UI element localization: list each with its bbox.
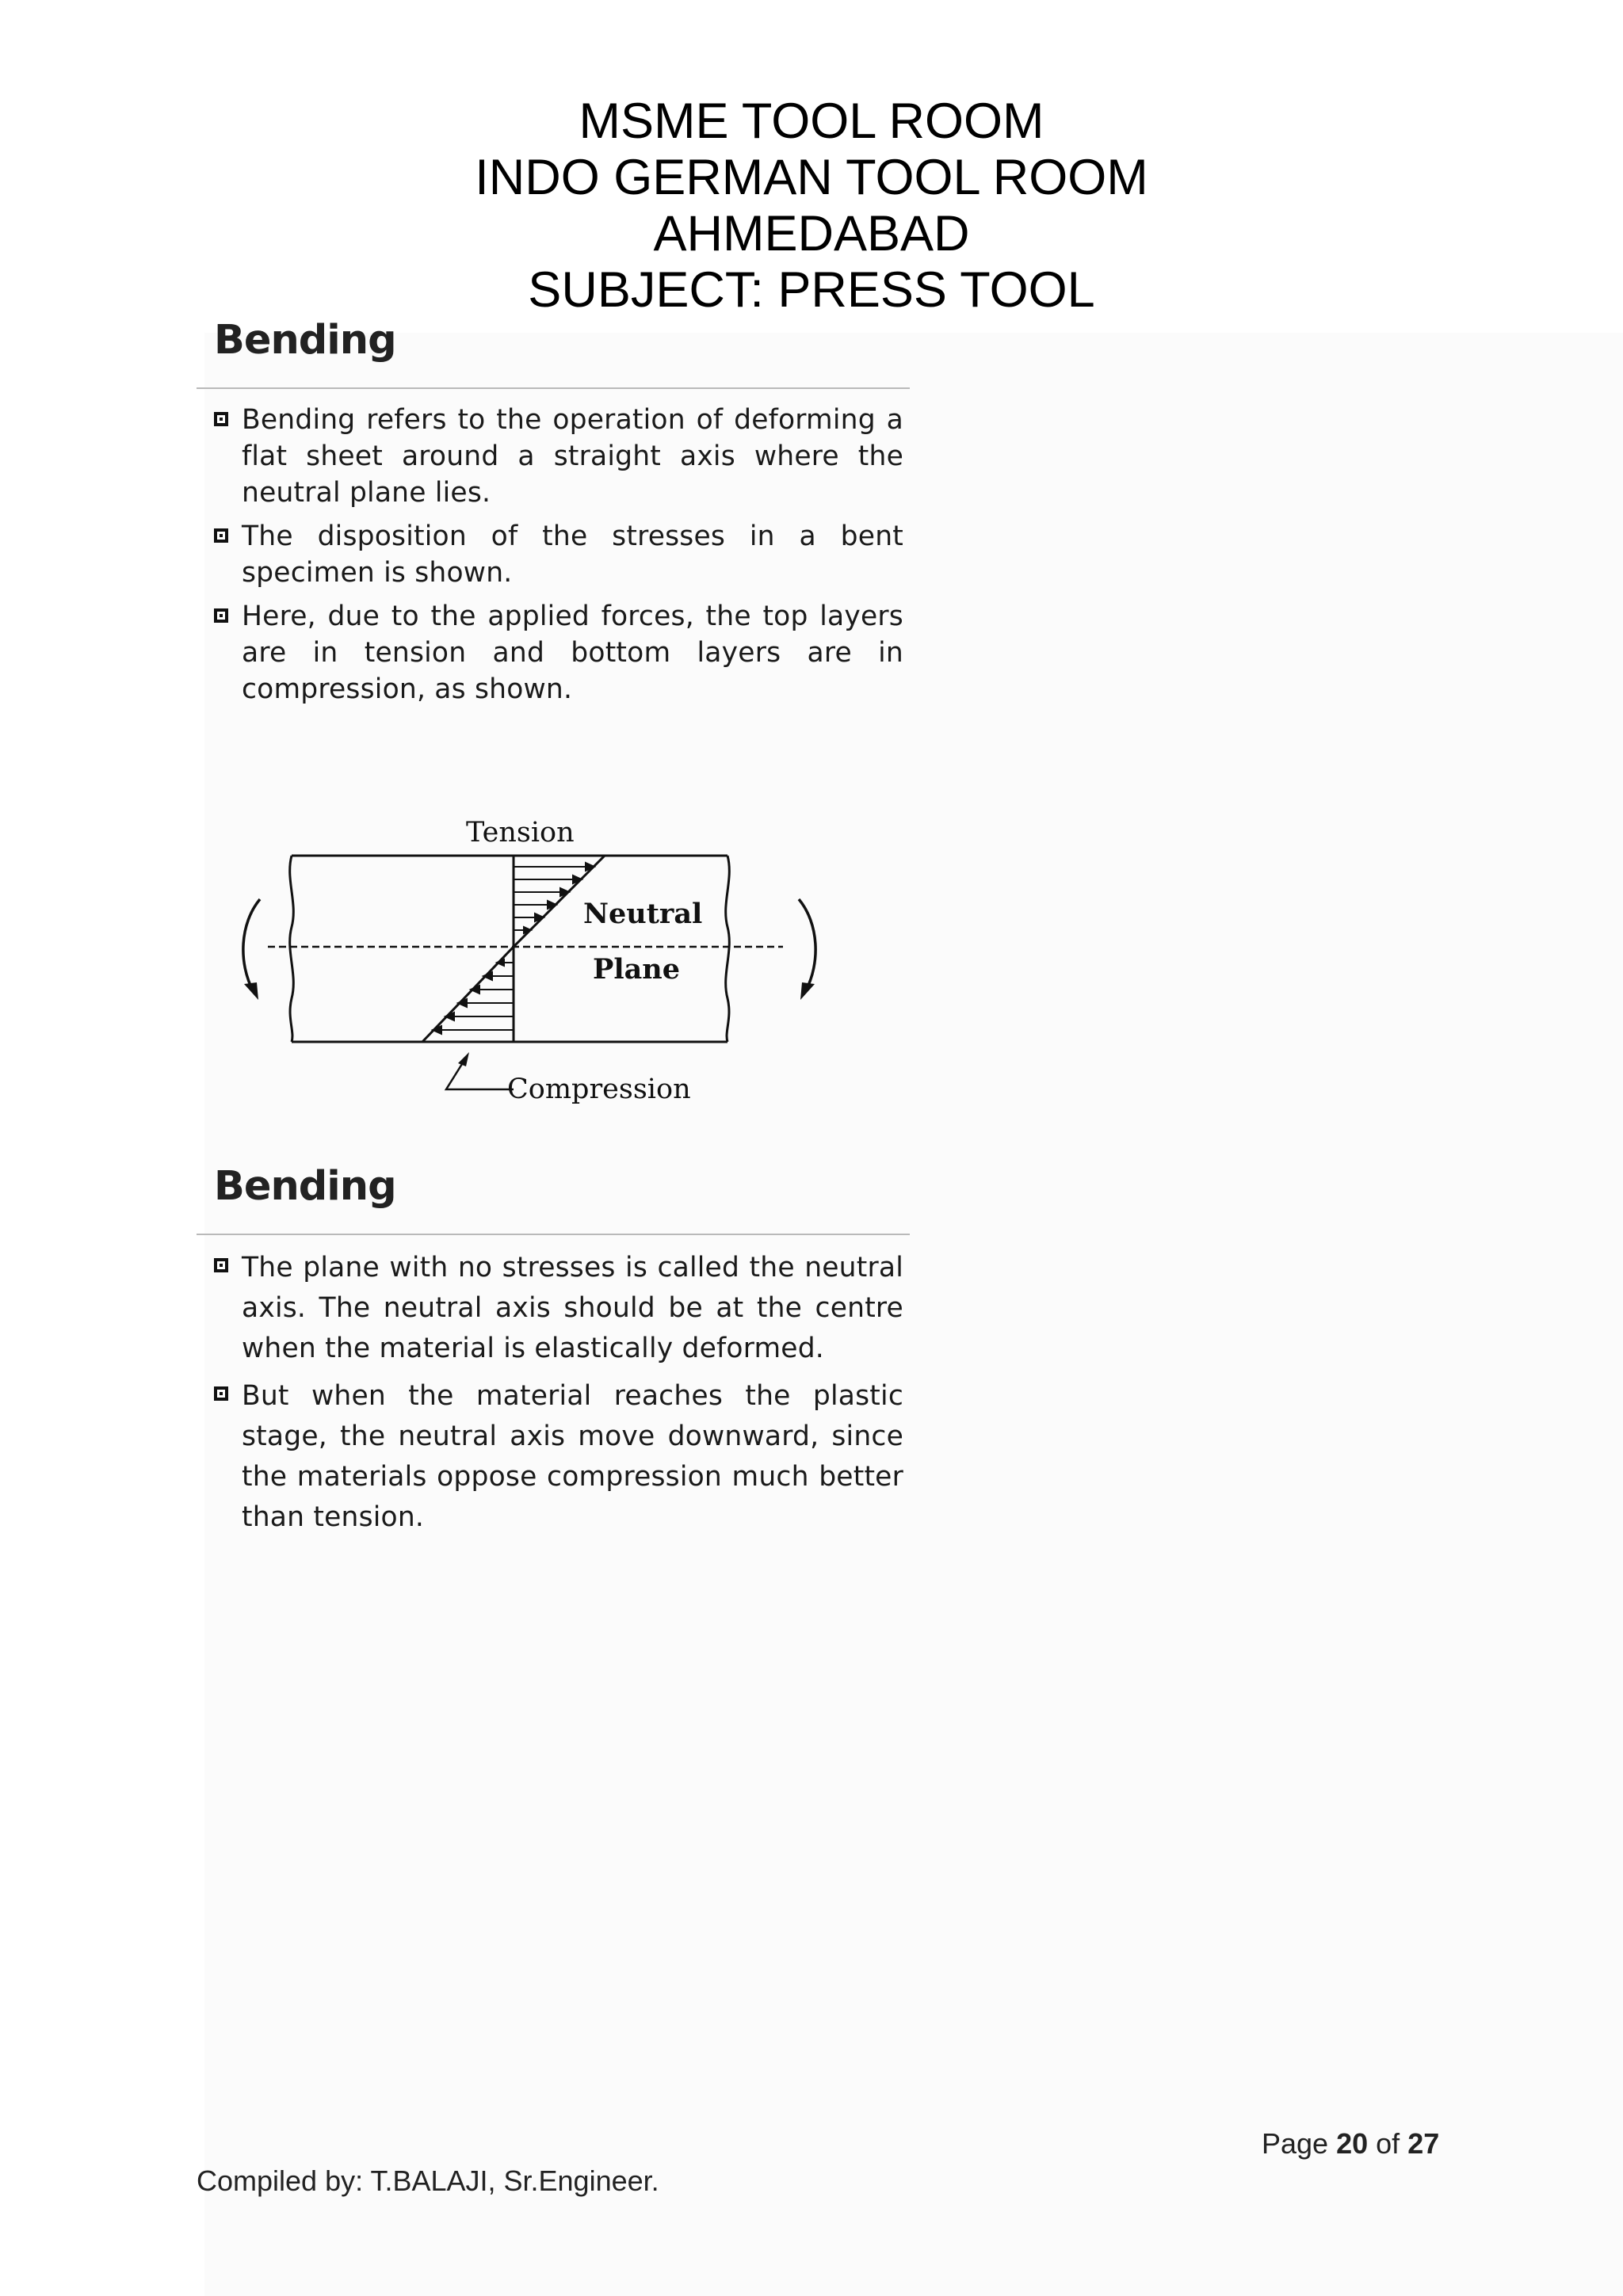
page-of: of <box>1376 2127 1400 2160</box>
square-bullet-icon <box>214 608 228 623</box>
right-moment-arrow-icon <box>799 899 815 992</box>
left-moment-arrow-icon <box>243 899 260 992</box>
right-moment-arrowhead-icon <box>800 982 815 1000</box>
bullet-text: The plane with no stresses is called the neutral axis. The neutral axis should be at the centre when the material is elastically deformed. <box>242 1252 903 1364</box>
bullet-item <box>197 518 910 591</box>
square-bullet-icon <box>214 1386 228 1401</box>
slide-bending-1 <box>197 317 910 715</box>
beam-outline <box>292 856 727 1042</box>
bullet-text: Here, due to the applied forces, the top layers are in tension and bottom layers are in compression, as shown. <box>242 601 903 705</box>
slide-divider <box>197 1234 910 1235</box>
document-header <box>0 93 1623 318</box>
header-line-msme: MSME TOOL ROOM <box>579 93 1044 149</box>
bullet-text: But when the material reaches the plastic stage, the neutral axis move downward, since the materials oppose compression much better than tension. <box>242 1380 903 1533</box>
neutral-label: Neutral <box>583 898 703 930</box>
bullet-text: The disposition of the stresses in a bent specimen is shown. <box>242 521 903 589</box>
bullet-list <box>197 402 910 707</box>
square-bullet-icon <box>214 412 228 426</box>
square-bullet-icon <box>214 528 228 543</box>
bullet-item <box>197 598 910 707</box>
compression-arrows <box>433 959 514 1034</box>
tension-label: Tension <box>466 817 575 849</box>
square-bullet-icon <box>214 1258 228 1272</box>
header-line-city: AHMEDABAD <box>653 206 970 261</box>
compression-leader-line <box>446 1058 514 1089</box>
page-prefix: Page <box>1262 2127 1329 2160</box>
bullet-item <box>197 402 910 511</box>
bullet-text: Bending refers to the operation of deforming a flat sheet around a straight axis where the neutral plane lies. <box>242 404 903 509</box>
bullet-item <box>197 1376 910 1538</box>
compiled-by: Compiled by: T.BALAJI, Sr.Engineer. <box>197 2164 659 2197</box>
bullet-item <box>197 1248 910 1369</box>
current-page: 20 <box>1336 2127 1369 2160</box>
compression-leader-arrowhead-icon <box>458 1052 469 1066</box>
slide-title: Bending <box>214 1163 396 1210</box>
tension-arrows <box>514 863 594 933</box>
beam-right-end <box>726 856 730 1042</box>
beam-left-end <box>290 856 294 1042</box>
left-moment-arrowhead-icon <box>244 982 258 1000</box>
slide-bending-2 <box>197 1163 910 1545</box>
header-line-indo-german: INDO GERMAN TOOL ROOM <box>475 150 1148 205</box>
plane-label: Plane <box>593 953 681 986</box>
bullet-list <box>197 1248 910 1538</box>
slide-divider <box>197 387 910 389</box>
bending-stress-diagram <box>204 784 918 1133</box>
total-pages: 27 <box>1407 2127 1440 2160</box>
page-number <box>1262 2127 1439 2161</box>
compression-label: Compression <box>507 1074 691 1105</box>
header-line-subject: SUBJECT: PRESS TOOL <box>528 262 1095 318</box>
slide-title: Bending <box>214 317 396 364</box>
